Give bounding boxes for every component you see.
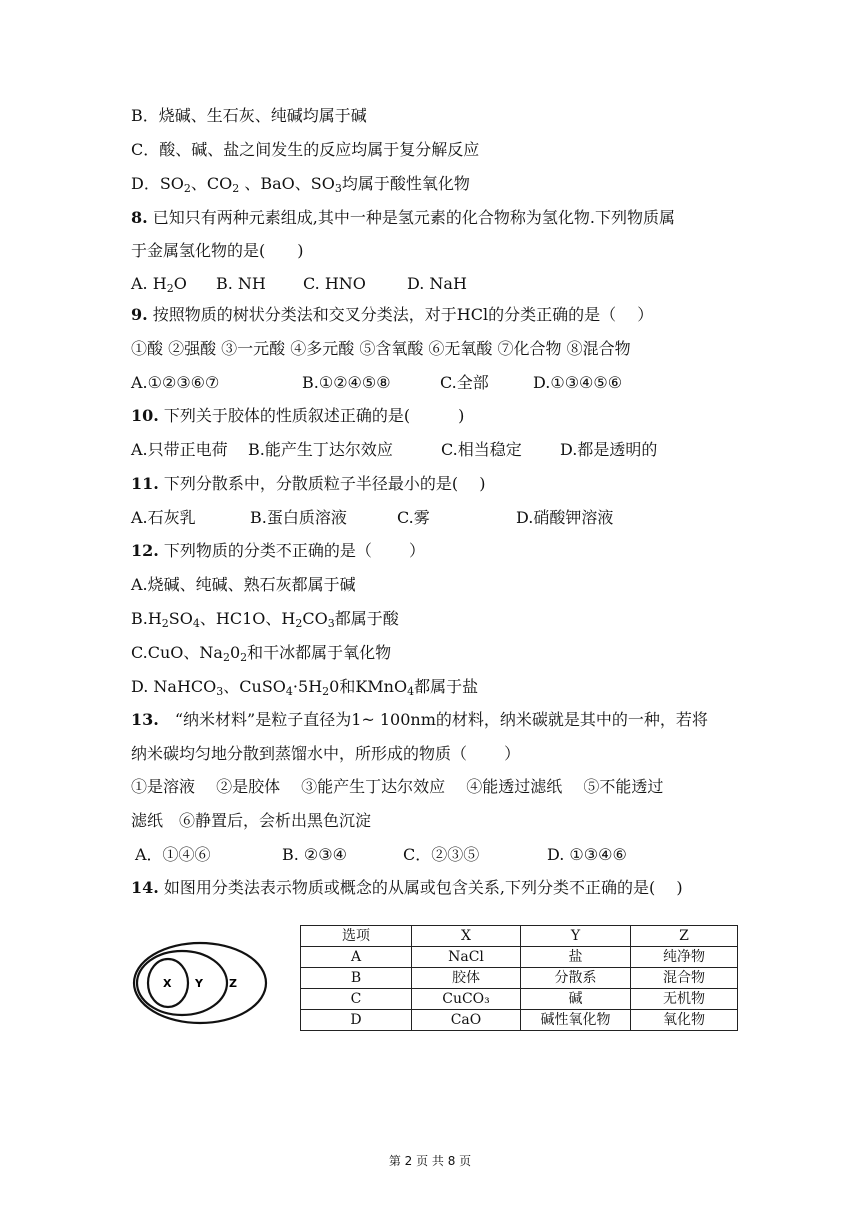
sub: 2	[222, 651, 230, 664]
q10-stem-text: 下列关于胶体的性质叙述正确的是( )	[158, 406, 465, 425]
table-cell: 盐	[521, 947, 631, 968]
q11-stem-text: 下列分散系中，分散质粒子半径最小的是( )	[158, 474, 486, 493]
sub: 3	[334, 182, 342, 195]
table-cell: C	[301, 989, 412, 1010]
sub: 2	[161, 617, 169, 630]
q9-option-b: B.①②④⑤⑧	[302, 373, 391, 392]
question-number: 12.	[131, 541, 159, 560]
q8-a-pre: A. H	[131, 274, 167, 293]
sub: 2	[295, 617, 303, 630]
q7-option-d	[131, 174, 470, 194]
q9-stem-text: 按照物质的树状分类法和交叉分类法，对于HCl的分类正确的是（ ）	[147, 305, 654, 324]
question-number: 9.	[131, 305, 148, 324]
sub: 2	[166, 282, 174, 295]
q8-stem-line2: 于金属氢化物的是( )	[131, 241, 304, 260]
q9-option-c: C.全部	[440, 373, 489, 392]
q10-option-d: D.都是透明的	[560, 440, 658, 459]
question-number: 10.	[131, 406, 159, 425]
q12-b-part: B.H	[131, 609, 162, 628]
q8-option-a	[131, 274, 187, 294]
q12-c-part: C.CuO、Na	[131, 643, 223, 662]
q11-option-d: D.硝酸钾溶液	[516, 508, 614, 527]
diagram-label-x: X	[163, 977, 172, 990]
sub: 3	[216, 685, 224, 698]
sub: 4	[192, 617, 200, 630]
table-cell: 无机物	[631, 989, 738, 1010]
q12-b-part: 、HC1O、H	[199, 609, 296, 628]
table-header-row	[301, 926, 738, 947]
table-row	[301, 989, 738, 1010]
q13-stem-text: “纳米材料”是粒子直径为1~ 100nm的材料，纳米碳就是其中的一种，若将	[158, 710, 708, 729]
q8-option-c: C. HNO	[303, 274, 366, 293]
q13-stem-line1	[131, 710, 708, 730]
q13-stem-line2: 纳米碳均匀地分散到蒸馏水中，所形成的物质（ ）	[131, 744, 521, 763]
q13-option-c: C．②③⑤	[403, 845, 480, 864]
q7-option-c: C．酸、碱、盐之间发生的反应均属于复分解反应	[131, 140, 480, 159]
q9-items: ①酸 ②强酸 ③一元酸 ④多元酸 ⑤含氧酸 ⑥无氧酸 ⑦化合物 ⑧混合物	[131, 339, 631, 358]
table-header-cell: 选项	[301, 926, 412, 947]
q12-c-part: 和干冰都属于氧化物	[247, 643, 392, 662]
q12-stem-text: 下列物质的分类不正确的是（ ）	[158, 541, 426, 560]
question-number: 14.	[131, 878, 159, 897]
q7-d-part2: 、CO	[190, 174, 233, 193]
q13-items-line2: 滤纸 ⑥静置后，会析出黑色沉淀	[131, 811, 372, 830]
q8-stem-line1	[131, 208, 675, 228]
diagram-label-y: Y	[195, 977, 203, 990]
q7-d-part4: 均属于酸性氧化物	[341, 174, 470, 193]
table-cell: A	[301, 947, 412, 968]
q13-option-b: B. ②③④	[282, 845, 347, 864]
q12-option-b	[131, 609, 399, 629]
question-number: 11.	[131, 474, 159, 493]
q14-stem	[131, 878, 683, 898]
q9-option-a: A.①②③⑥⑦	[131, 373, 220, 392]
q10-option-c: C.相当稳定	[441, 440, 522, 459]
table-cell: 碱	[521, 989, 631, 1010]
q12-d-part: 都属于盐	[414, 677, 479, 696]
q13-option-a: A．①④⑥	[135, 845, 211, 864]
q12-d-part: ·5H	[292, 677, 323, 696]
table-cell: B	[301, 968, 412, 989]
q7-option-b: B．烧碱、生石灰、纯碱均属于碱	[131, 106, 367, 125]
q8-option-d: D. NaH	[407, 274, 467, 293]
table-cell: 混合物	[631, 968, 738, 989]
table-cell: 纯净物	[631, 947, 738, 968]
q11-option-c: C.雾	[397, 508, 430, 527]
table-row	[301, 1010, 738, 1031]
sub: 2	[183, 182, 191, 195]
question-number: 8.	[131, 208, 148, 227]
q12-d-part: 、CuSO	[223, 677, 286, 696]
table-cell: D	[301, 1010, 412, 1031]
q12-option-d	[131, 677, 478, 697]
page-footer: 第 2 页 共 8 页	[388, 1154, 472, 1168]
q13-items-line1: ①是溶液 ②是胶体 ③能产生丁达尔效应 ④能透过滤纸 ⑤不能透过	[131, 777, 664, 796]
q13-option-d: D. ①③④⑥	[547, 845, 627, 864]
q14-stem-text: 如图用分类法表示物质或概念的从属或包含关系,下列分类不正确的是( )	[158, 878, 683, 897]
table-cell: NaCl	[412, 947, 521, 968]
q12-d-part: 0和KMnO	[329, 677, 408, 696]
q12-b-part: SO	[168, 609, 193, 628]
q10-stem	[131, 406, 464, 426]
q7-d-part1: D．SO	[131, 174, 184, 193]
sub: 3	[327, 617, 335, 630]
q12-option-a: A.烧碱、纯碱、熟石灰都属于碱	[131, 575, 356, 594]
table-header-cell: Y	[521, 926, 631, 947]
table-header-cell: X	[412, 926, 521, 947]
table-cell: CaO	[412, 1010, 521, 1031]
q12-b-part: CO	[302, 609, 328, 628]
sub: 2	[240, 651, 248, 664]
q9-option-d: D.①③④⑤⑥	[533, 373, 623, 392]
sub: 4	[407, 685, 415, 698]
q10-option-b: B.能产生丁达尔效应	[248, 440, 393, 459]
q11-stem	[131, 474, 486, 494]
table-cell: 碱性氧化物	[521, 1010, 631, 1031]
q11-option-b: B.蛋白质溶液	[250, 508, 347, 527]
nested-ellipses-diagram	[132, 940, 270, 1026]
classification-table	[300, 925, 738, 1031]
q12-stem	[131, 541, 425, 561]
table-cell: CuCO₃	[412, 989, 521, 1010]
q10-option-a: A.只带正电荷	[131, 440, 228, 459]
table-cell: 分散系	[521, 968, 631, 989]
q8-stem-text: 已知只有两种元素组成,其中一种是氢元素的化合物称为氢化物.下列物质属	[147, 208, 675, 227]
q8-a-post: O	[173, 274, 187, 293]
sub: 4	[285, 685, 293, 698]
sub: 2	[232, 182, 240, 195]
table-header-cell: Z	[631, 926, 738, 947]
table-row	[301, 968, 738, 989]
q12-d-part: D. NaHCO	[131, 677, 217, 696]
q12-c-part: 0	[229, 643, 241, 662]
diagram-label-z: Z	[229, 977, 237, 990]
table-cell: 氧化物	[631, 1010, 738, 1031]
table-row	[301, 947, 738, 968]
q12-option-c	[131, 643, 391, 663]
ellipse-y	[137, 951, 227, 1015]
q9-stem	[131, 305, 653, 325]
q7-d-part3: 、BaO、SO	[239, 174, 335, 193]
q8-option-b: B. NH	[216, 274, 266, 293]
table-cell: 胶体	[412, 968, 521, 989]
question-number: 13.	[131, 710, 159, 729]
q11-option-a: A.石灰乳	[131, 508, 196, 527]
q12-b-part: 都属于酸	[334, 609, 399, 628]
sub: 2	[322, 685, 330, 698]
